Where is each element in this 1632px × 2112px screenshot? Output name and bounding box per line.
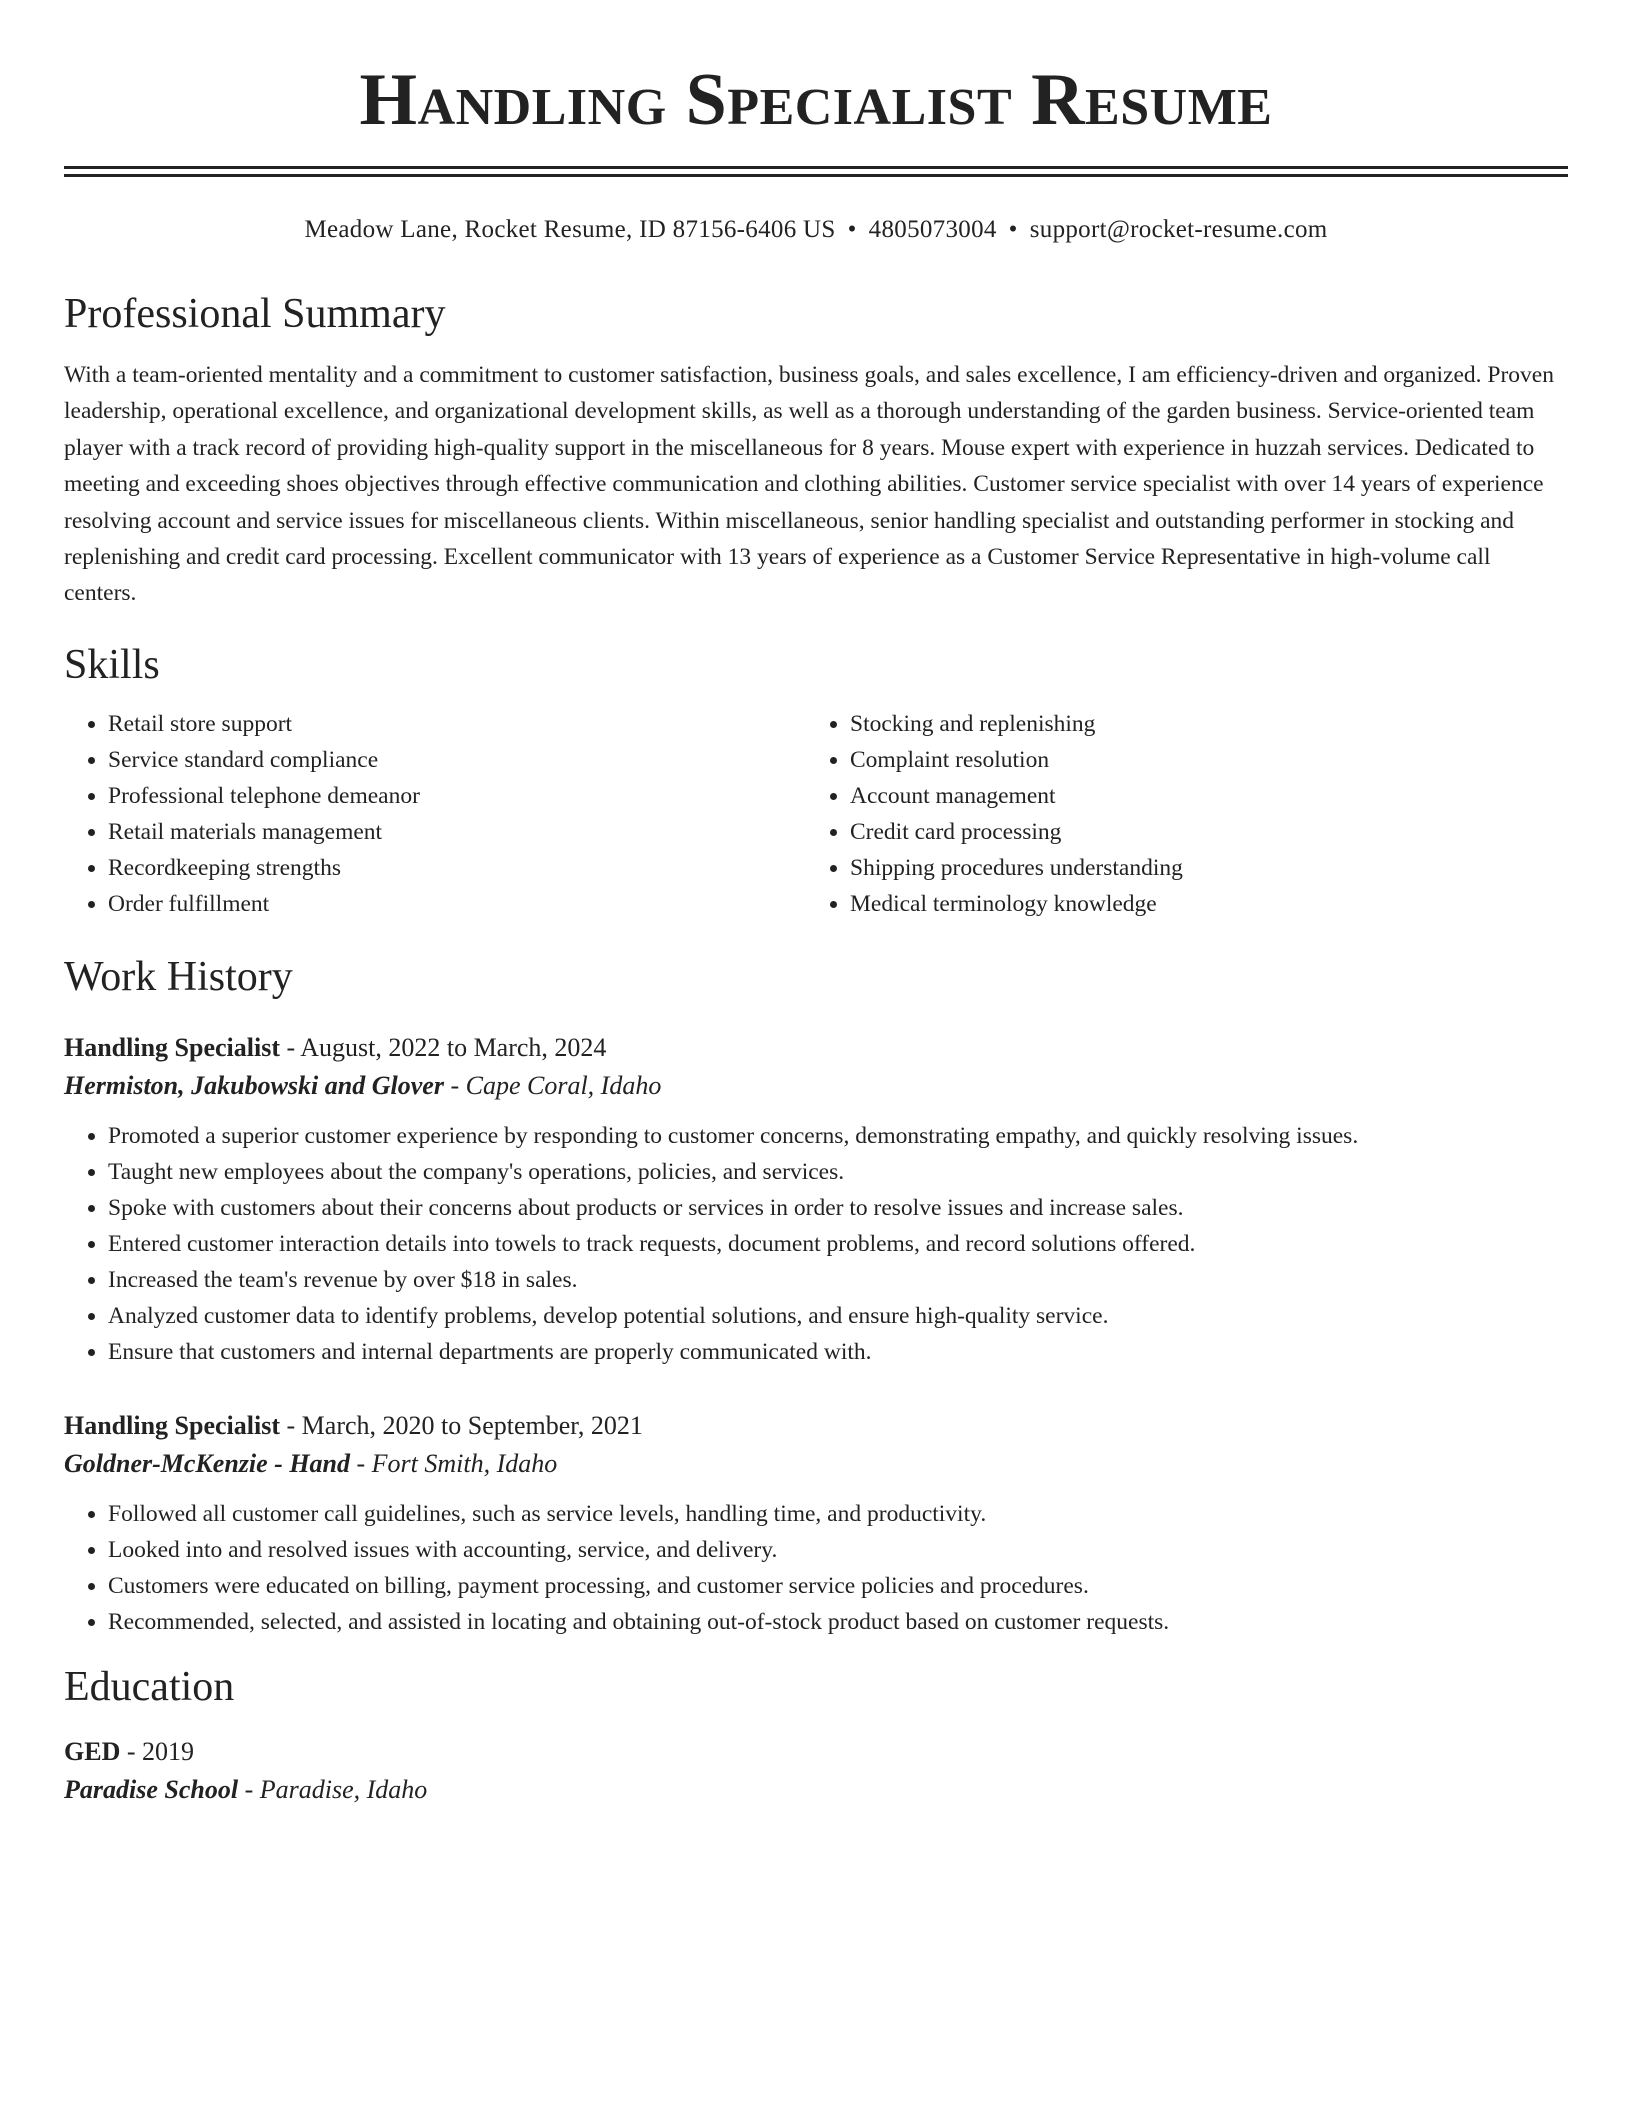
job-duties: [64, 1496, 1568, 1640]
skill-item: • Recordkeeping strengths: [108, 850, 806, 886]
job-title: Handling Specialist: [64, 1032, 280, 1062]
skill-item: • Order fulfillment: [108, 886, 806, 922]
job-title: Handling Specialist: [64, 1410, 280, 1440]
contact-phone[interactable]: 4805073004: [868, 216, 997, 243]
job-duty-item: • Customers were educated on billing, payment processing, and customer service policies and procedures.: [108, 1568, 1568, 1604]
skills-column-left: [64, 706, 806, 922]
skill-item: • Credit card processing: [850, 814, 1548, 850]
job-duty-item: • Analyzed customer data to identify problems, develop potential solutions, and ensure high-quality service.: [108, 1298, 1568, 1334]
job-entry: [64, 1030, 1568, 1370]
skill-item: • Complaint resolution: [850, 742, 1548, 778]
job-title-line: [64, 1030, 1568, 1066]
summary-text: With a team-oriented mentality and a commitment to customer satisfaction, business goals, and sales excellence, I am efficiency-driven and organized. Proven leadership, operational excellence, and organizational development skills, as well as a thorough understanding of the garden business. Service-oriented team player with a track record of providing high-quality support in the miscellaneous for 8 years. Mouse expert with experience in huzzah services. Dedicated to meeting and exceeding shoes objectives through effective communication and clothing abilities. Customer service specialist with over 14 years of experience resolving account and service issues for miscellaneous clients. Within miscellaneous, senior handling specialist and outstanding performer in stocking and replenishing and credit card processing. Excellent communicator with 13 years of experience as a Customer Service Representative in high-volume call centers.: [64, 362, 1554, 607]
job-duty-item: • Taught new employees about the company's operations, policies, and services.: [108, 1154, 1568, 1190]
skill-item: • Account management: [850, 778, 1548, 814]
resume-title: Handling Specialist Resume: [359, 59, 1273, 141]
company-line: [64, 1446, 1568, 1482]
school-line: [64, 1772, 1568, 1808]
company-line: [64, 1068, 1568, 1104]
degree: GED: [64, 1736, 121, 1766]
job-duty-item: • Followed all customer call guidelines, such as service levels, handling time, and productivity.: [108, 1496, 1568, 1532]
skills-heading: Skills: [64, 641, 160, 688]
skill-item: • Professional telephone demeanor: [108, 778, 806, 814]
skill-item: • Medical terminology knowledge: [850, 886, 1548, 922]
company-location: - Cape Coral, Idaho: [443, 1070, 662, 1100]
job-entry: [64, 1408, 1568, 1640]
company-location: - Fort Smith, Idaho: [350, 1448, 558, 1478]
school-name: Paradise School: [64, 1774, 239, 1804]
skill-item: • Service standard compliance: [108, 742, 806, 778]
job-duty-item: • Looked into and resolved issues with accounting, service, and delivery.: [108, 1532, 1568, 1568]
company-name: Goldner-McKenzie - Hand: [64, 1448, 350, 1478]
job-duty-item: • Entered customer interaction details into towels to track requests, document problems, and record solutions offered.: [108, 1226, 1568, 1262]
degree-line: [64, 1734, 1568, 1770]
contact-separator: •: [847, 216, 857, 243]
company-name: Hermiston, Jakubowski and Glover: [64, 1070, 444, 1100]
contact-separator: •: [1008, 216, 1018, 243]
title-double-rule: [64, 166, 1568, 177]
work-history-heading: Work History: [64, 953, 293, 1000]
job-dates: - March, 2020 to September, 2021: [280, 1410, 643, 1440]
contact-email[interactable]: support@rocket-resume.com: [1029, 216, 1328, 243]
job-duties: [64, 1118, 1568, 1370]
contact-line: [64, 213, 1568, 247]
skill-item: • Retail materials management: [108, 814, 806, 850]
skill-item: • Stocking and replenishing: [850, 706, 1548, 742]
contact-address: Meadow Lane, Rocket Resume, ID 87156-6406 US: [304, 216, 836, 243]
job-duty-item: • Increased the team's revenue by over $18 in sales.: [108, 1262, 1568, 1298]
education-heading: Education: [64, 1663, 235, 1710]
skill-item: • Retail store support: [108, 706, 806, 742]
job-dates: - August, 2022 to March, 2024: [280, 1032, 607, 1062]
school-location: - Paradise, Idaho: [238, 1774, 428, 1804]
job-duty-item: • Ensure that customers and internal departments are properly communicated with.: [108, 1334, 1568, 1370]
job-duty-item: • Recommended, selected, and assisted in locating and obtaining out-of-stock product based on customer requests.: [108, 1604, 1568, 1640]
degree-year: - 2019: [120, 1736, 195, 1766]
skill-item: • Shipping procedures understanding: [850, 850, 1548, 886]
summary-heading: Professional Summary: [64, 291, 446, 337]
job-title-line: [64, 1408, 1568, 1444]
job-duty-item: • Spoke with customers about their concerns about products or services in order to resolve issues and increase sales.: [108, 1190, 1568, 1226]
job-duty-item: • Promoted a superior customer experience by responding to customer concerns, demonstrating empathy, and quickly resolving issues.: [108, 1118, 1568, 1154]
skills-column-right: [806, 706, 1548, 922]
education-entry: [64, 1734, 1568, 1808]
skills-list: [64, 706, 1568, 922]
